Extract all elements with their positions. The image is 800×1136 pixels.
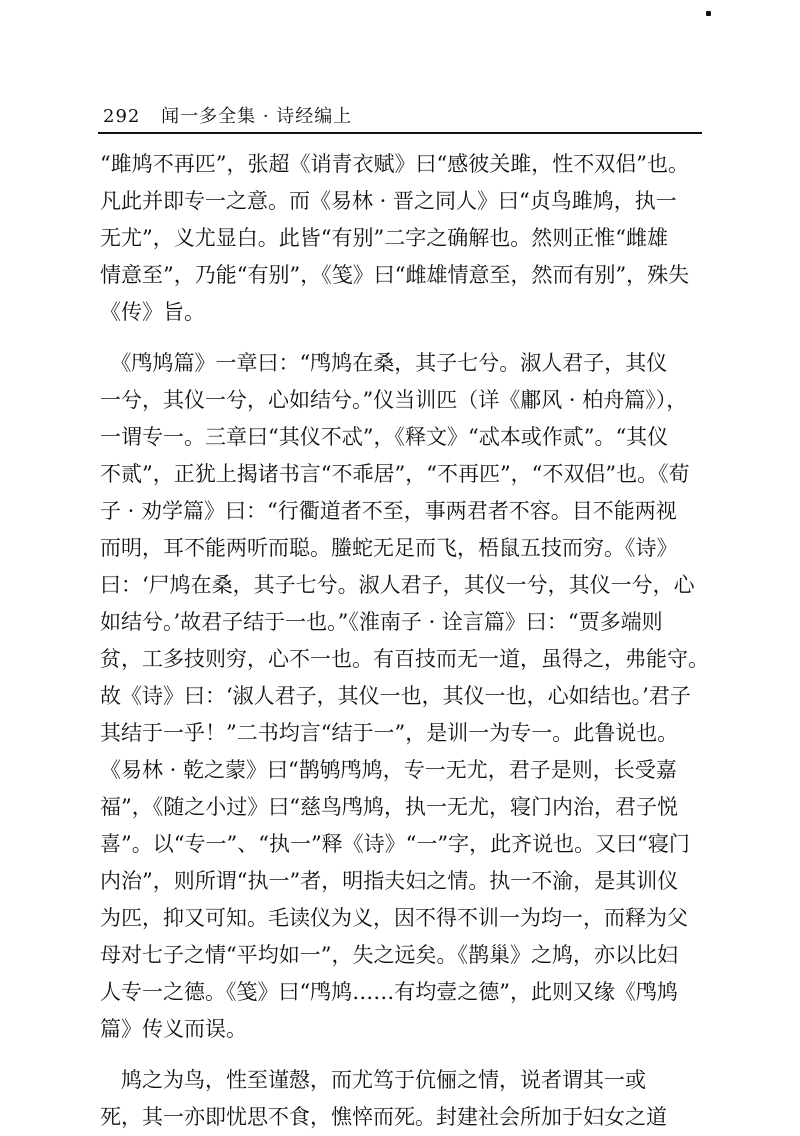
text-line: “雎鸠不再匹”，张超《诮青衣赋》曰“感彼关雎，性不双侣”也。 xyxy=(100,152,689,176)
text-line: 贫，工多技则穷，心不一也。有百技而无一道，虽得之，弗能守。 xyxy=(100,647,709,671)
text-line: 死，其一亦即忧思不食，憔悴而死。封建社会所加于妇女之道 xyxy=(100,1105,667,1129)
text-line: 曰：‘尸鸠在桑，其子七兮。淑人君子，其仪一兮，其仪一兮，心 xyxy=(100,573,695,597)
text-line: 其结于一乎！”二书均言“结于一”，是训一为专一。此鲁说也。 xyxy=(100,721,679,745)
paragraph-gap xyxy=(100,331,720,345)
ink-speck xyxy=(706,11,711,16)
paragraph-1 xyxy=(100,146,720,331)
header-rule xyxy=(98,132,702,134)
text-line: 福”，《随之小过》曰“慈鸟鸤鸠，执一无尤，寝门内治，君子悦 xyxy=(100,795,678,819)
running-header xyxy=(103,102,352,128)
text-line: 子 · 劝学篇》曰：“行衢道者不至，事两君者不容。目不能两视 xyxy=(100,499,677,523)
text-line: 喜”。以“专一”、“执一”释《诗》“一”字，此齐说也。又曰“寝门 xyxy=(100,832,690,856)
page-number: 292 xyxy=(103,106,141,127)
text-line: 《传》旨。 xyxy=(100,300,205,324)
paragraph-2 xyxy=(100,345,720,1048)
text-line: 故《诗》曰：‘淑人君子，其仪一也，其仪一也，心如结也。’君子 xyxy=(100,684,691,708)
text-line: 《易林 · 乾之蒙》曰“鹊鸲鸤鸠，专一无尤，君子是则，长受嘉 xyxy=(100,758,677,782)
text-line: 篇》传义而误。 xyxy=(100,1017,247,1041)
paragraph-3 xyxy=(100,1062,720,1136)
running-title: 闻一多全集 · 诗经编上 xyxy=(161,106,353,127)
text-line: 不贰”，正犹上揭诸书言“不乖居”，“不再匹”，“不双侣”也。《荀 xyxy=(100,462,690,486)
text-line: 凡此并即专一之意。而《易林 · 晋之同人》曰“贞鸟雎鸠，执一 xyxy=(100,189,677,213)
text-line: 无尤”，义尤显白。此皆“有别”二字之确解也。然则正惟“雌雄 xyxy=(100,226,668,250)
text-line: 鸠之为鸟，性至谨慤，而尤笃于伉俪之情，说者谓其一或 xyxy=(100,1068,646,1092)
text-line: 人专一之德。《笺》曰“鸤鸠……有均壹之德”，此则又缘《鸤鸠 xyxy=(100,980,678,1004)
text-line: 一兮，其仪一兮，心如结兮。”仪当训匹（详《鄘风 · 柏舟篇》）， xyxy=(100,388,688,412)
text-line: 内治”，则所谓“执一”者，明指夫妇之情。执一不渝，是其训仪 xyxy=(100,869,679,893)
text-line: 而明，耳不能两听而聪。螣蛇无足而飞，梧鼠五技而穷。《诗》 xyxy=(100,536,678,560)
text-line: 母对七子之情“平均如一”，失之远矣。《鹊巢》之鸠，亦以比妇 xyxy=(100,943,678,967)
text-line: 一谓专一。三章曰“其仪不忒”，《释文》“忒本或作贰”。“其仪 xyxy=(100,425,669,449)
text-line: 为匹，抑又可知。毛读仪为义，因不得不训一为均一，而释为父 xyxy=(100,906,688,930)
text-line: 如结兮。’故君子结于一也。”《淮南子 · 诠言篇》曰：“贾多端则 xyxy=(100,610,663,634)
text-line: 情意至”，乃能“有别”，《笺》曰“雌雄情意至，然而有别”，殊失 xyxy=(100,263,690,287)
text-line: 《鸤鸠篇》一章曰：“鸤鸠在桑，其子七兮。淑人君子，其仪 xyxy=(100,351,668,375)
paragraph-gap xyxy=(100,1048,720,1062)
body-text xyxy=(100,146,720,1136)
